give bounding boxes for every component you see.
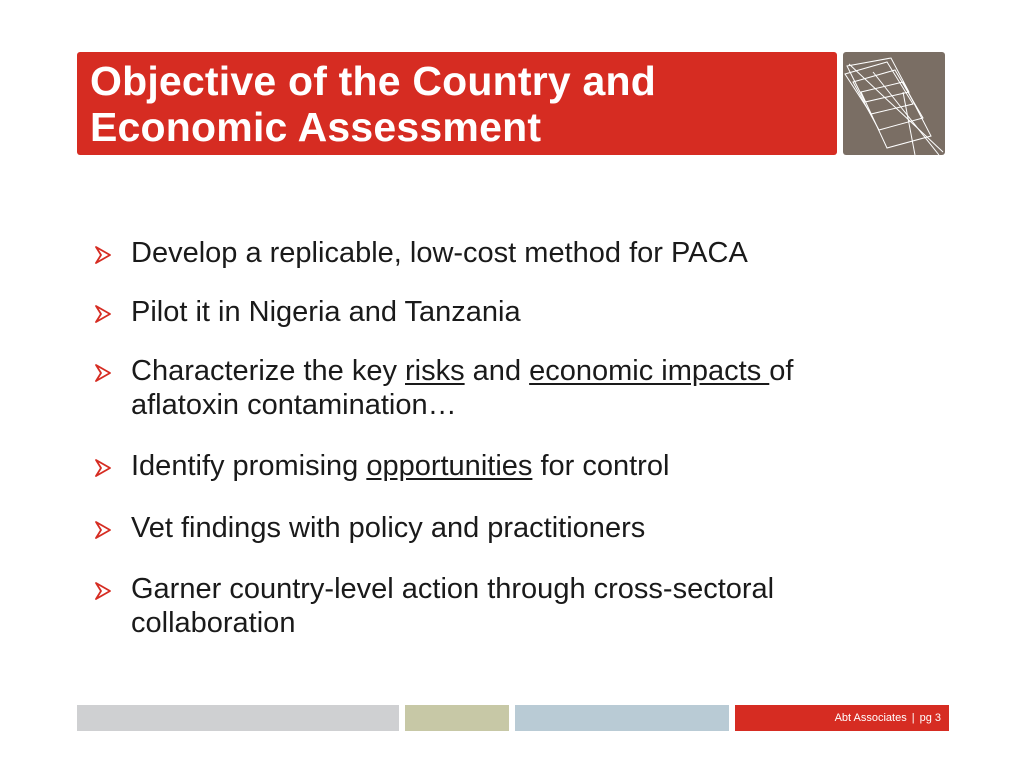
page-number: pg 3 [919, 712, 941, 724]
bullet-text-segment: and [464, 355, 530, 387]
bullet-text-segment: for control [532, 450, 670, 482]
opportunities-link[interactable]: opportunities [366, 450, 533, 482]
bullet-text-continuation: collaboration [131, 607, 296, 639]
bullet-text-continuation: aflatoxin contamination… [131, 389, 457, 421]
abt-logo-icon [843, 52, 945, 155]
bullet-text [131, 572, 953, 640]
arrow-bullet-icon [93, 520, 113, 540]
title-banner [77, 52, 837, 155]
company-name: Abt Associates [834, 712, 907, 724]
bullet-item [93, 449, 953, 483]
arrow-bullet-icon [93, 363, 113, 383]
bullet-item [93, 511, 953, 545]
footer-separator: | [911, 712, 915, 724]
arrow-bullet-icon [93, 245, 113, 265]
economic-impacts-link[interactable]: economic impacts [529, 355, 770, 387]
bullet-item [93, 354, 953, 422]
slide-title-line-2: Economic Assessment [90, 104, 542, 150]
slide-title [90, 58, 823, 150]
bullet-text [131, 449, 953, 483]
risks-link[interactable]: risks [405, 355, 465, 387]
slide-title-line-1: Objective of the Country and [90, 58, 656, 104]
bullet-item [93, 236, 953, 270]
footer-bar-blue [515, 705, 729, 731]
footer-bar-gray [77, 705, 399, 731]
bullet-text: Vet findings with policy and practitioners [131, 512, 646, 544]
bullet-text-segment: Characterize the key [131, 355, 406, 387]
bullet-text-segment: Identify promising [131, 450, 367, 482]
bullet-text [131, 354, 953, 422]
arrow-bullet-icon [93, 458, 113, 478]
arrow-bullet-icon [93, 304, 113, 324]
footer-bar-red [735, 705, 949, 731]
bullet-text: Develop a replicable, low-cost method for PACA [131, 237, 748, 269]
footer-label [835, 712, 941, 724]
arrow-bullet-icon [93, 581, 113, 601]
bullet-text: Pilot it in Nigeria and Tanzania [131, 296, 521, 328]
bullet-item [93, 295, 953, 329]
bullet-text-segment: Garner country-level action through cross-sectoral [131, 573, 775, 605]
bullet-text-segment: of [769, 355, 794, 387]
bullet-item [93, 572, 953, 640]
footer-bar-olive [405, 705, 509, 731]
